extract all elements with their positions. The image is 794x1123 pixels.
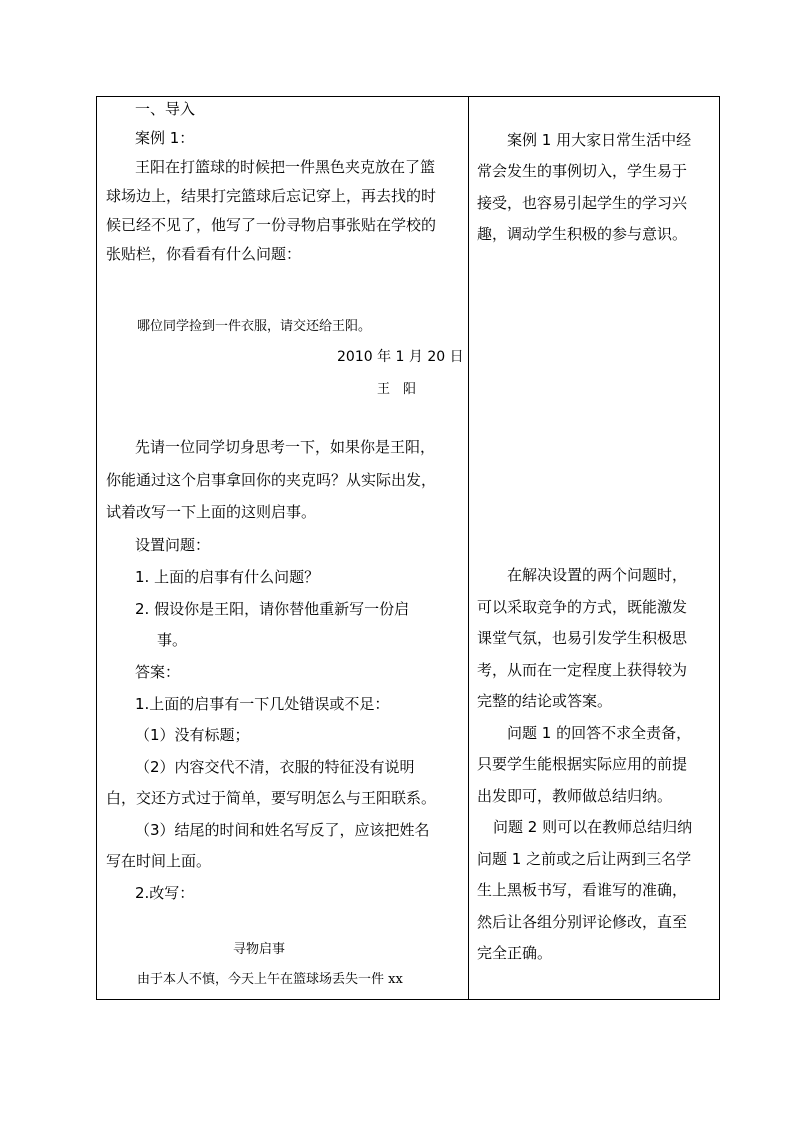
questions-label: 设置问题： [135, 536, 211, 554]
notice-date: 2010 年 1 月 20 日 [337, 349, 464, 365]
note-line: 问题 1 的回答不求全责备， [507, 724, 692, 742]
think-line: 试着改写一下上面的这则启事。 [106, 503, 317, 521]
case-line: 王阳在打篮球的时候把一件黑色夹克放在了篮 [135, 158, 436, 176]
note-line: 接受，也容易引起学生的学习兴 [477, 194, 688, 212]
note-line: 生上黑板书写，看谁写的准确， [477, 881, 688, 899]
section-heading: 一、导入 [135, 100, 196, 118]
note-line: 常会发生的事例切入，学生易于 [477, 162, 688, 180]
note-line: 课堂气氛，也易引发学生积极思 [477, 629, 688, 647]
note-line: 可以采取竞争的方式，既能激发 [477, 598, 688, 616]
answer-label: 答案： [135, 663, 181, 681]
case-label: 案例 1： [135, 129, 195, 147]
notice-name: 王 阳 [377, 382, 417, 397]
note-line: 然后让各组分别评论修改，直至 [477, 913, 688, 931]
note-line: 出发即可，教师做总结归纳。 [477, 787, 673, 805]
answer-1-item-2-cont: 白，交还方式过于简单，要写明怎么与王阳联系。 [106, 789, 437, 807]
question-2: 2. 假设你是王阳，请你替他重新写一份启 [135, 600, 410, 618]
note-line: 只要学生能根据实际应用的前提 [477, 755, 688, 773]
case-line: 球场边上，结果打完篮球后忘记穿上，再去找的时 [106, 187, 437, 205]
note-line: 完整的结论或答案。 [477, 692, 613, 710]
answer-1-item-2: （2）内容交代不清，衣服的特征没有说明 [135, 758, 415, 776]
answer-1-item-1: （1）没有标题； [135, 726, 250, 744]
think-line: 先请一位同学切身思考一下，如果你是王阳， [135, 438, 436, 456]
question-2-cont: 事。 [157, 631, 188, 649]
case-line: 张贴栏，你看看有什么问题： [106, 245, 302, 263]
answer-2: 2.改写： [135, 884, 195, 902]
note-line: 问题 1 之前或之后让两到三名学 [477, 850, 692, 868]
answer-1-item-3: （3）结尾的时间和姓名写反了，应该把姓名 [135, 821, 430, 839]
note-line: 完全正确。 [477, 944, 553, 962]
question-1: 1. 上面的启事有什么问题？ [135, 568, 320, 586]
rewrite-first-line: 由于本人不慎，今天上午在篮球场丢失一件 xx [137, 972, 403, 987]
answer-1-item-3-cont: 写在时间上面。 [106, 852, 212, 870]
note-line: 在解决设置的两个问题时， [507, 566, 688, 584]
think-line: 你能通过这个启事拿回你的夹克吗？从实际出发， [106, 471, 437, 489]
note-line: 案例 1 用大家日常生活中经 [507, 131, 692, 149]
column-divider [468, 97, 469, 999]
notice-body: 哪位同学捡到一件衣服，请交还给王阳。 [137, 319, 372, 334]
lesson-plan-table [96, 96, 720, 1000]
rewrite-title: 寻物启事 [233, 942, 286, 957]
answer-1: 1.上面的启事有一下几处错误或不足： [135, 695, 390, 713]
case-line: 候已经不见了，他写了一份寻物启事张贴在学校的 [106, 216, 437, 234]
note-line: 考，从而在一定程度上获得较为 [477, 661, 688, 679]
note-line: 趣，调动学生积极的参与意识。 [477, 225, 688, 243]
note-line: 问题 2 则可以在教师总结归纳 [493, 818, 693, 836]
